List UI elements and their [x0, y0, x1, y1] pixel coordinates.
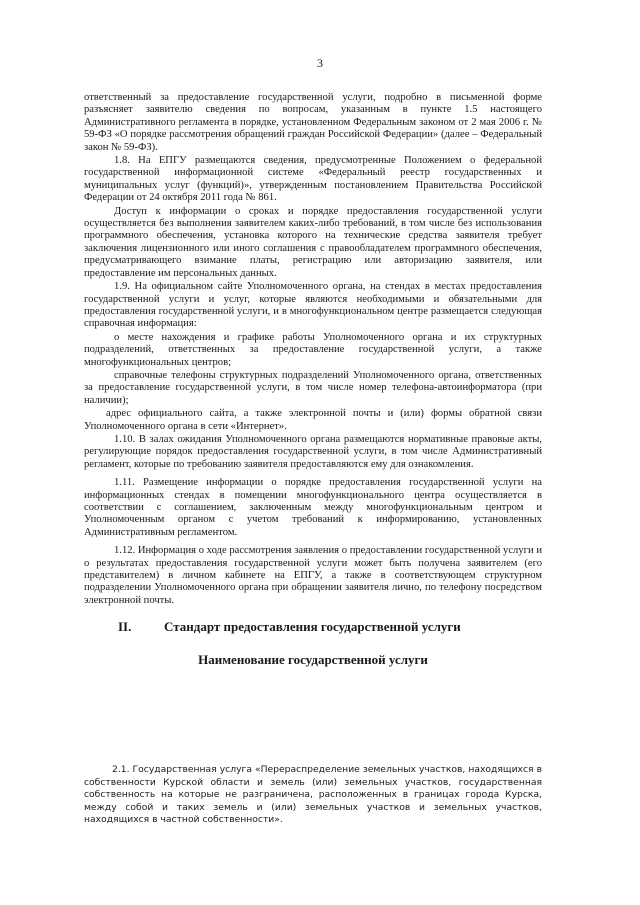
paragraph-website: адрес официального сайта, а также электронной почты и (или) формы обратной связи Уполномоченного органа в сети «Интернет». — [84, 408, 542, 432]
document-body — [84, 92, 542, 667]
section-title: Стандарт предоставления государственной услуги — [164, 619, 461, 635]
subsection-title: Наименование государственной услуги — [198, 652, 428, 668]
paragraph-1-8: 1.8. На ЕПГУ размещаются сведения, предусмотренные Положением о федеральной государственной информационной системе «Федеральный реестр государственных и муниципальных услуг (функций)», утвержденным постановлением Правительства Российской Федерации от 24 октября 2011 года № 861. — [84, 155, 542, 204]
paragraph-continuation: ответственный за предоставление государственной услуги, подробно в письменной форме разъясняет заявителю сведения по вопросам, указанным в пункте 1.5 настоящего Административного регламента в порядке, установленном Федеральным законом от 2 мая 2006 г. № 59-ФЗ «О порядке рассмотрения обращений граждан Российской Федерации» (далее – Федеральный закон № 59-ФЗ). — [84, 92, 542, 153]
paragraph-phones: справочные телефоны структурных подразделений Уполномоченного органа, ответственных за предоставление государственной услуги, в том числе номер телефона-автоинформатора (при наличии); — [84, 369, 542, 406]
paragraph-access: Доступ к информации о сроках и порядке предоставления государственной услуги осуществляется без выполнения заявителем каких-либо требований, в том числе без использования программного обеспечения, установка которого на технические средства заявителя требует заключения лицензионного или иного соглашения с правообладателем программного обеспечения, предусматривающего взимание платы, регистрацию или авторизацию заявителя, или предоставление им персональных данных. — [84, 205, 542, 279]
paragraph-1-11: 1.11. Размещение информации о порядке предоставления государственной услуги на информационных стендах в помещении многофункционального центра осуществляется в соответствии с соглашением, заключенным между многофункциональным центром и Уполномоченным органом с учетом требований к информированию, установленных Административным регламентом. — [84, 477, 542, 538]
paragraph-2-1: 2.1. Государственная услуга «Перераспределение земельных участков, находящихся в собственности Курской области и земель (или) земельных участков, государственная собственность на которые не разграничена, расположенных в границах города Курска, между собой и таких земель и (или) земельных участков и земельных участков, находящихся в частной собственности». — [84, 764, 542, 826]
section-number: II. — [118, 619, 132, 635]
paragraph-location-info: о месте нахождения и графике работы Уполномоченного органа и их структурных подразделений, ответственных за предоставление государственной услуги, а также многофункциональных центров; — [84, 331, 542, 368]
paragraph-1-12: 1.12. Информация о ходе рассмотрения заявления о предоставлении государственной услуги и о результатах предоставления государственной услуги может быть получена заявителем (его представителем) в личном кабинете на ЕПГУ, а также в соответствующем структурном подразделении Уполномоченного органа при обращении заявителя лично, по телефону посредством электронной почты. — [84, 545, 542, 606]
page-number: 3 — [317, 56, 323, 70]
paragraph-1-10: 1.10. В залах ожидания Уполномоченного органа размещаются нормативные правовые акты, регулирующие порядок предоставления государственной услуги, в том числе Административный регламент, которые по требованию заявителя предоставляются ему для ознакомления. — [84, 433, 542, 470]
section-heading — [84, 619, 542, 634]
paragraph-1-9: 1.9. На официальном сайте Уполномоченного органа, на стендах в местах предоставления государственной услуги и услуг, которые являются необходимыми и обязательными для предоставления государственной услуги, и в многофункциональном центре размещается следующая справочная информация: — [84, 281, 542, 330]
